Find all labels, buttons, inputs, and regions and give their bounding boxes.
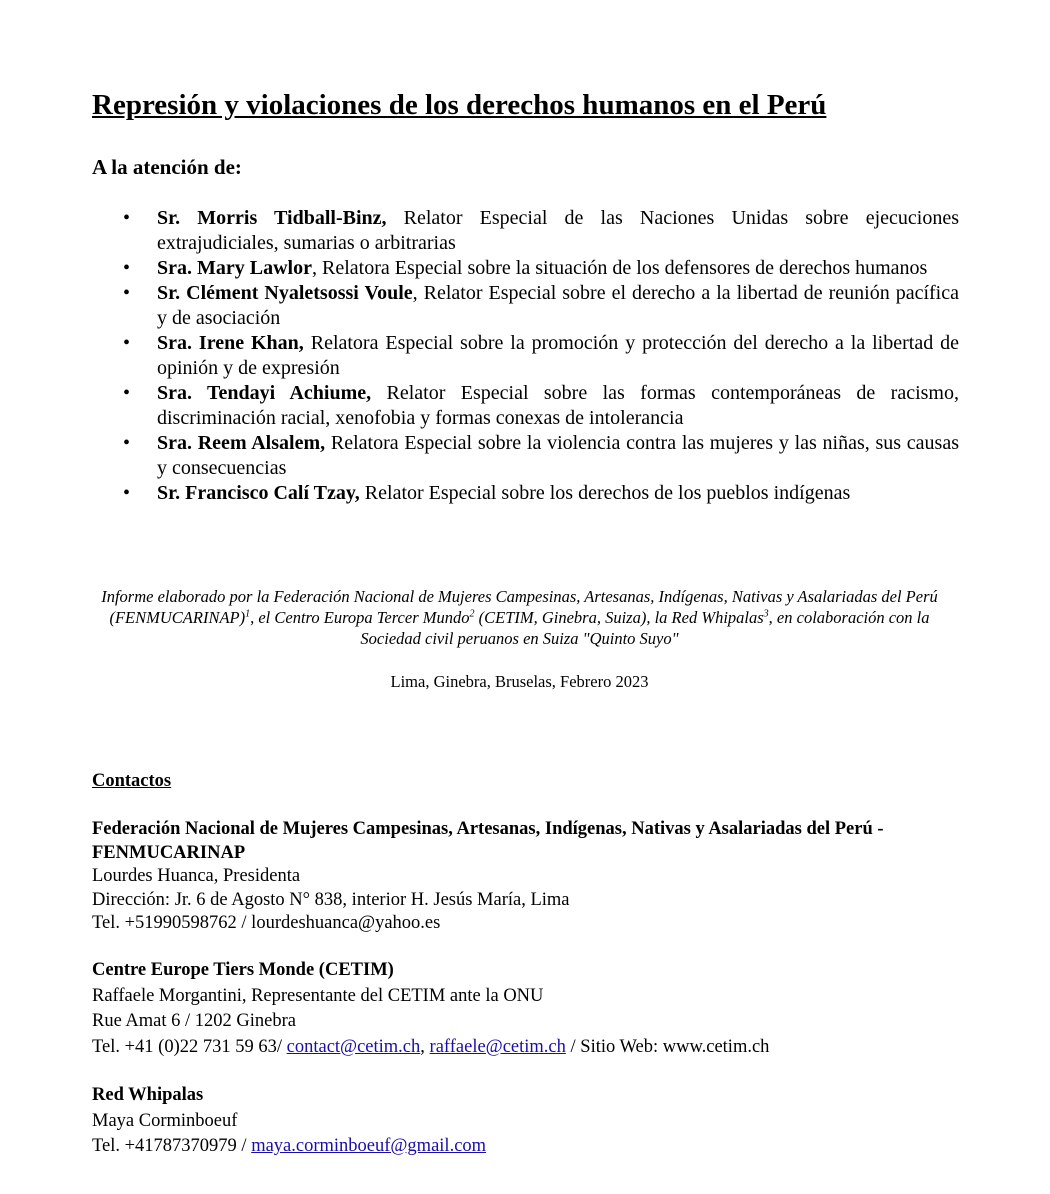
report-text: , en colaboración con la Sociedad civil peruanos en Suiza "Quinto Suyo" (360, 608, 930, 648)
recipient-name: Sra. Tendayi Achiume, (157, 382, 372, 404)
email-link-maya[interactable]: maya.corminboeuf@gmail.com (251, 1136, 487, 1156)
recipient-item (123, 281, 959, 331)
bullet-icon: • (123, 282, 131, 304)
contact-person: Raffaele Morgantini, Representante del CETIM ante la ONU (92, 985, 544, 1006)
recipient-name: Sra. Mary Lawlor (157, 257, 312, 279)
contact-tel (92, 1134, 962, 1160)
footnote-ref[interactable]: 3 (763, 608, 769, 620)
recipient-item (123, 381, 959, 431)
bullet-icon: • (123, 432, 131, 454)
contacts-heading: Contactos (92, 771, 172, 791)
recipient-name: Sr. Francisco Calí Tzay, (157, 482, 360, 504)
place-date: Lima, Ginebra, Bruselas, Febrero 2023 (390, 672, 649, 691)
recipient-item (123, 431, 959, 481)
recipient-role: , Relatora Especial sobre la situación de los defensores de derechos humanos (311, 257, 928, 279)
recipient-role: Relator Especial sobre los derechos de los pueblos indígenas (359, 482, 851, 504)
recipient-item (123, 481, 959, 506)
contact-block-cetim (92, 958, 962, 1060)
recipients-list (123, 206, 959, 506)
contact-block-whipalas (92, 1083, 962, 1160)
bullet-icon: • (123, 482, 131, 504)
recipient-role: Relatora Especial sobre la violencia contra las mujeres y las niñas, sus causas y consecuencias (157, 432, 959, 479)
recipient-role: Relator Especial de las Naciones Unidas sobre ejecuciones extrajudiciales, sumarias o arbitrarias (157, 207, 959, 254)
recipient-item (123, 206, 959, 256)
contact-org: Federación Nacional de Mujeres Campesinas, Artesanas, Indígenas, Nativas y Asalariadas del Perú - FENMUCARINAP (92, 819, 884, 863)
email-link-raffaele[interactable]: raffaele@cetim.ch (429, 1036, 566, 1057)
attention-label: A la atención de: (92, 155, 242, 179)
contact-tel: Tel. +51990598762 / lourdeshuanca@yahoo.es (92, 913, 441, 933)
recipient-item (123, 331, 959, 381)
recipient-role: , Relator Especial sobre el derecho a la libertad de reunión pacífica y de asociación (157, 282, 959, 329)
document-title: Represión y violaciones de los derechos humanos en el Perú (92, 89, 827, 121)
recipient-name: Sra. Irene Khan, (157, 332, 304, 354)
bullet-icon: • (123, 382, 131, 404)
tel-text: Tel. +41 (0)22 731 59 63/ (92, 1036, 287, 1057)
email-link-contact[interactable]: contact@cetim.ch (286, 1036, 421, 1057)
recipient-name: Sra. Reem Alsalem, (157, 432, 326, 454)
recipient-name: Sr. Clément Nyaletsossi Voule (157, 282, 413, 304)
contact-org: Centre Europe Tiers Monde (CETIM) (92, 960, 394, 980)
contact-tel (92, 1035, 962, 1061)
report-text: Informe elaborado por la Federación Nacional de Mujeres Campesinas, Artesanas, Indígenas, Nativas y Asalariadas del Perú (FENMUCARINAP) (101, 587, 938, 627)
separator: , (420, 1036, 430, 1057)
report-text: (CETIM, Ginebra, Suiza), la Red Whipalas (474, 608, 764, 627)
footnote-ref[interactable]: 1 (245, 608, 251, 620)
website-text: / Sitio Web: www.cetim.ch (565, 1036, 770, 1057)
recipient-role: Relator Especial sobre las formas contemporáneas de racismo, discriminación racial, xenofobia y formas conexas de intolerancia (157, 382, 959, 429)
recipient-item (123, 256, 959, 281)
bullet-icon: • (123, 207, 131, 229)
contact-org: Red Whipalas (92, 1085, 204, 1105)
contact-person: Maya Corminboeuf (92, 1110, 238, 1131)
bullet-icon: • (123, 332, 131, 354)
report-credit (92, 586, 947, 649)
recipient-name: Sr. Morris Tidball-Binz, (157, 207, 387, 229)
contact-person: Lourdes Huanca, Presidenta (92, 866, 301, 886)
contact-address: Dirección: Jr. 6 de Agosto N° 838, interior H. Jesús María, Lima (92, 889, 570, 910)
footnote-ref[interactable]: 2 (469, 608, 475, 620)
recipient-role: Relatora Especial sobre la promoción y protección del derecho a la libertad de opinión y de expresión (157, 332, 959, 379)
tel-text: Tel. +41787370979 / (92, 1136, 252, 1156)
report-text: , el Centro Europa Tercer Mundo (250, 608, 470, 627)
contact-block-fenmucarinap (92, 818, 962, 936)
contact-address: Rue Amat 6 / 1202 Ginebra (92, 1011, 296, 1031)
bullet-icon: • (123, 257, 131, 279)
